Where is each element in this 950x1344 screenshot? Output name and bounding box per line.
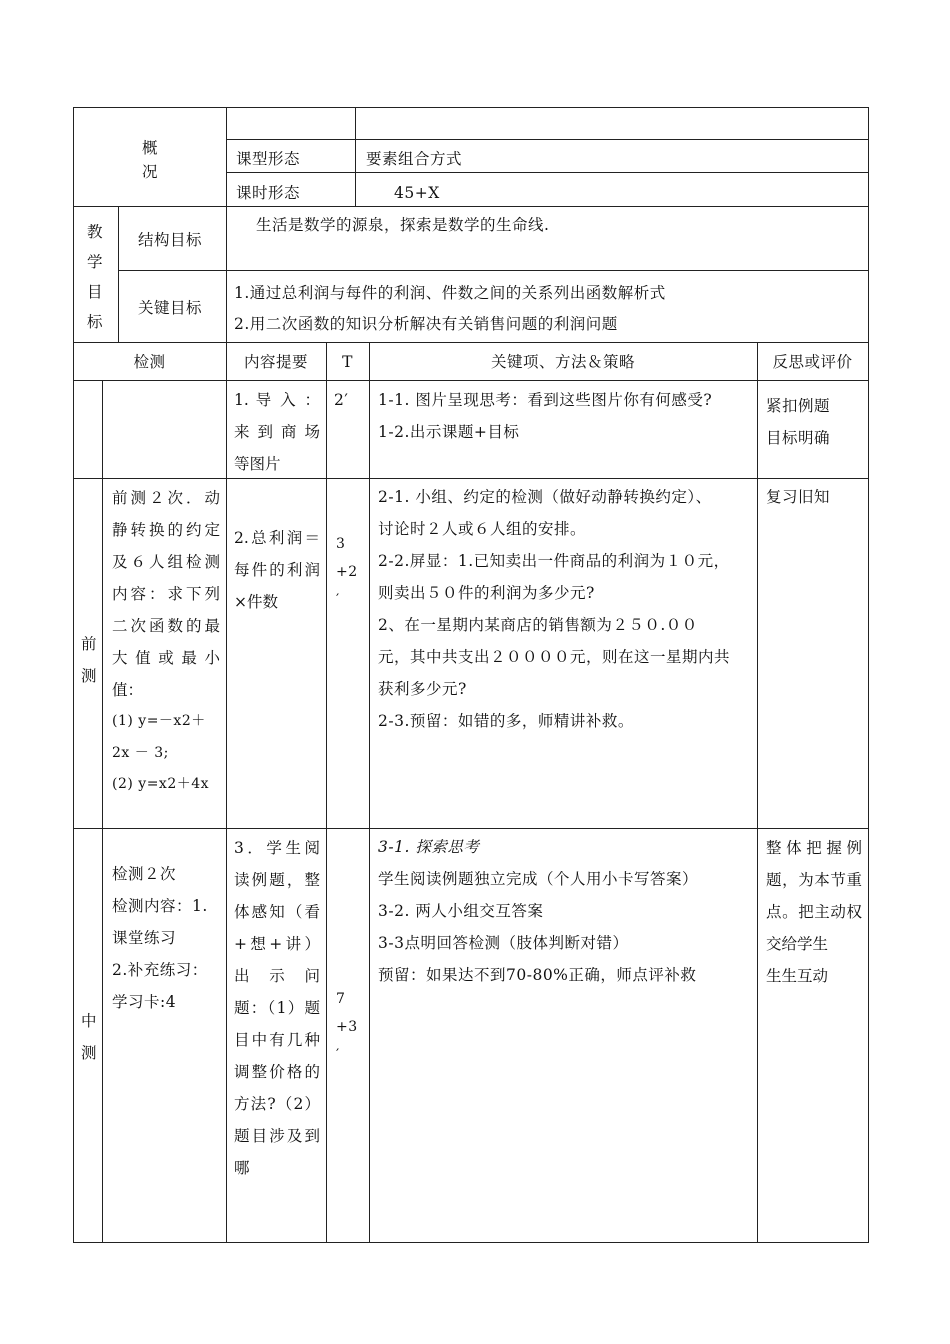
structure-goal-text: 生活是数学的源泉，探索是数学的生命线.: [256, 216, 550, 234]
table-line: [73, 1242, 869, 1243]
mid-reflection: 整体把握例题，为本节重点。把主动权交给学生 生生互动: [766, 839, 862, 985]
table-line: [226, 342, 227, 1242]
course-type-value: 要素组合方式: [366, 150, 463, 168]
pre-method-2: 讨论时２人或６人组的安排。: [378, 520, 587, 538]
key-goal-line-1: 1.通过总利润与每件的利润、件数之间的关系列出函数解析式: [234, 284, 666, 302]
pre-method-3: 2-2.屏显：1.已知卖出一件商品的利润为１０元，: [378, 552, 730, 570]
header-detect: 检测: [133, 353, 166, 371]
header-methods: 关键项、方法＆策略: [490, 353, 635, 371]
pre-time: 3 +2 ′: [336, 536, 358, 608]
overview-label: 概 况: [141, 139, 158, 181]
intro-method-1: 1-1. 图片呈现思考：看到这些图片你有何感受?: [378, 391, 713, 409]
table-line: [226, 107, 227, 206]
class-time-label: 课时形态: [236, 184, 301, 202]
pre-method-4: 则卖出５０件的利润为多少元?: [378, 584, 595, 602]
pre-method-1: 2-1. 小组、约定的检测（做好动静转换约定）、: [378, 488, 712, 506]
header-content: 内容提要: [243, 353, 308, 371]
pre-formula-1a: (1) y=－x2＋: [112, 713, 206, 729]
header-time: T: [342, 353, 353, 371]
pre-detect: 前测２次．动静转换的约定及６人组检测内容：求下列二次函数的最大值或最小值：: [112, 489, 220, 699]
mid-time: 7 +3 ′: [336, 991, 358, 1063]
table-line: [369, 342, 370, 1242]
table-line: [73, 380, 869, 381]
table-line: [118, 206, 119, 342]
key-goal-label: 关键目标: [138, 299, 203, 317]
mid-method-3: 3-3点明回答检测（肢体判断对错）: [378, 934, 629, 952]
table-line: [226, 172, 869, 173]
pre-method-7: 获利多少元?: [378, 680, 467, 698]
course-type-label: 课型形态: [236, 150, 301, 168]
mid-method-title: 3-1. 探索思考: [378, 838, 480, 856]
intro-time: 2′: [334, 391, 349, 409]
intro-method-2: 1-2.出示课题+目标: [378, 423, 520, 441]
mid-detect: 检测２次 检测内容：1. 课堂练习 2.补充练习： 学习卡:4: [112, 865, 208, 1011]
pre-formula-2: (2) y=x2＋4x: [112, 776, 210, 792]
pre-label: 前 测: [80, 635, 97, 685]
intro-reflection: 紧扣例题 目标明确: [766, 397, 831, 447]
mid-method-1: 学生阅读例题独立完成（个人用小卡写答案）: [378, 870, 699, 888]
table-line: [73, 107, 869, 108]
table-line: [868, 107, 869, 1243]
table-line: [73, 206, 869, 207]
table-line: [73, 342, 869, 343]
pre-content: 2.总利润＝每件的利润×件数: [234, 529, 320, 611]
pre-reflection: 复习旧知: [766, 488, 831, 506]
table-line: [73, 478, 869, 479]
pre-method-8: 2-3.预留：如错的多，师精讲补救。: [378, 712, 634, 730]
table-line: [102, 380, 103, 1242]
key-goal-line-2: 2.用二次函数的知识分析解决有关销售问题的利润问题: [234, 315, 618, 333]
table-line: [757, 342, 758, 1242]
pre-method-6: 元，其中共支出２００００元，则在这一星期内共: [378, 648, 731, 666]
structure-goal-label: 结构目标: [138, 231, 203, 249]
pre-method-5: 2、在一星期内某商店的销售额为２５０.００: [378, 616, 698, 634]
mid-content: 3．学生阅读例题，整体感知（看+想+讲）出 示 问题：（1）题目中有几种调整价格的方法?（2）题目涉及到哪: [234, 839, 320, 1177]
class-time-value: 45+X: [394, 184, 440, 202]
pre-formula-1b: 2x － 3;: [112, 745, 169, 761]
mid-method-2: 3-2. 两人小组交互答案: [378, 902, 544, 920]
mid-label: 中 测: [80, 1012, 97, 1062]
intro-content: 1. 导 入 ：来 到 商 场等图片: [234, 391, 320, 473]
table-line: [73, 828, 869, 829]
header-reflection: 反思或评价: [772, 353, 853, 371]
table-line: [118, 270, 869, 271]
table-line: [355, 107, 356, 206]
mid-method-4: 预留：如果达不到70-80%正确，师点评补救: [378, 966, 697, 984]
table-line: [226, 206, 227, 342]
table-line: [226, 139, 869, 140]
table-line: [326, 342, 327, 1242]
table-line: [73, 107, 74, 1243]
goals-label: 教 学 目 标: [86, 223, 103, 331]
